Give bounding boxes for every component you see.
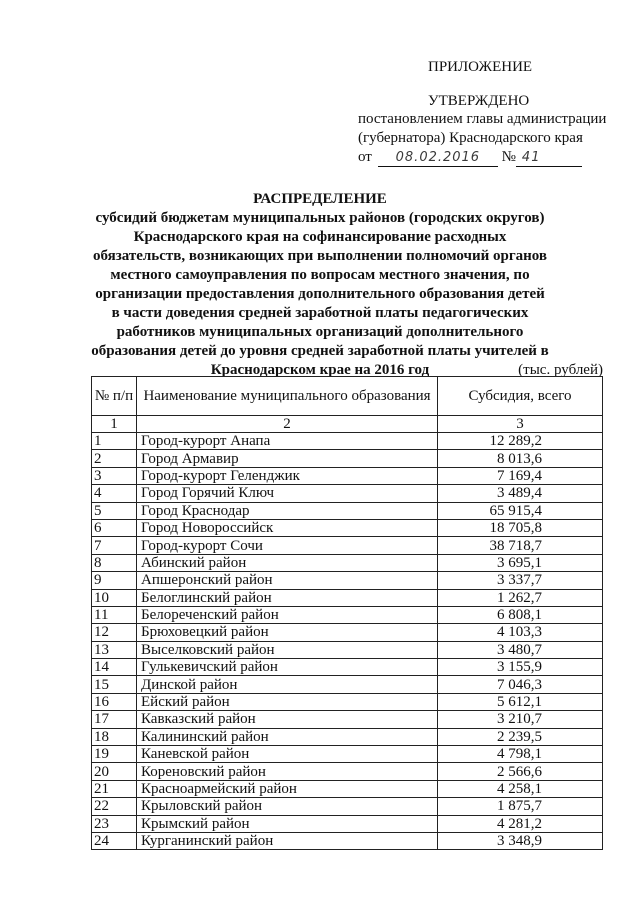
row-value: 3 480,7	[438, 641, 603, 658]
table-row	[92, 746, 603, 763]
table-row	[92, 798, 603, 815]
row-value: 65 915,4	[438, 502, 603, 519]
row-number: 15	[92, 676, 137, 693]
row-value: 2 239,5	[438, 728, 603, 745]
approval-date-line	[358, 148, 593, 167]
appendix-label: ПРИЛОЖЕНИЕ	[428, 59, 533, 75]
number-prefix: №	[501, 149, 516, 165]
row-number: 20	[92, 763, 137, 780]
header-value: Субсидия, всего	[438, 377, 603, 416]
row-value: 1 875,7	[438, 798, 603, 815]
row-number: 8	[92, 554, 137, 571]
row-number: 24	[92, 832, 137, 849]
row-value: 5 612,1	[438, 693, 603, 710]
header-name: Наименование муниципального образования	[137, 377, 438, 416]
row-name: Динской район	[137, 676, 438, 693]
row-number: 16	[92, 693, 137, 710]
row-name: Красноармейский район	[137, 780, 438, 797]
row-name: Город Армавир	[137, 450, 438, 467]
date-prefix: от	[358, 149, 372, 165]
table-row	[92, 606, 603, 623]
row-value: 3 155,9	[438, 659, 603, 676]
table-row	[92, 589, 603, 606]
row-name: Белоглинский район	[137, 589, 438, 606]
row-number: 4	[92, 485, 137, 502]
row-number: 2	[92, 450, 137, 467]
approval-line-1: постановлением главы администрации	[358, 111, 607, 127]
table-row	[92, 572, 603, 589]
row-value: 4 281,2	[438, 815, 603, 832]
row-number: 6	[92, 519, 137, 536]
row-number: 3	[92, 467, 137, 484]
row-name: Калининский район	[137, 728, 438, 745]
handwritten-date: 08.02.2016	[378, 150, 498, 167]
document-title	[90, 190, 550, 380]
table-header-row	[92, 377, 603, 416]
row-value: 4 258,1	[438, 780, 603, 797]
row-number: 1	[92, 433, 137, 450]
table-index-row	[92, 416, 603, 433]
row-name: Апшеронский район	[137, 572, 438, 589]
row-number: 11	[92, 606, 137, 623]
row-name: Город-курорт Анапа	[137, 433, 438, 450]
units-label: (тыс. рублей)	[518, 362, 603, 378]
row-number: 23	[92, 815, 137, 832]
table-row	[92, 624, 603, 641]
row-value: 4 103,3	[438, 624, 603, 641]
row-value: 4 798,1	[438, 746, 603, 763]
row-name: Кавказский район	[137, 711, 438, 728]
row-name: Абинский район	[137, 554, 438, 571]
table-row	[92, 815, 603, 832]
row-number: 17	[92, 711, 137, 728]
table-row	[92, 711, 603, 728]
row-value: 3 210,7	[438, 711, 603, 728]
index-cell: 3	[438, 416, 603, 433]
approval-line-2: (губернатора) Краснодарского края	[358, 130, 583, 146]
row-number: 5	[92, 502, 137, 519]
row-number: 13	[92, 641, 137, 658]
row-name: Ейский район	[137, 693, 438, 710]
title-body: субсидий бюджетам муниципальных районов (городских округов) Краснодарского края на софинансирование расходных обязательств, возникающих при выполнении полномочий органов местного самоуправления по вопросам местного значения, по организации предоставления дополнительного образования детей в части доведения средней заработной платы педагогических работников муниципальных организаций дополнительного образования детей до уровня средней заработной платы учителей в Краснодарском крае на 2016 год	[91, 210, 549, 378]
row-name: Каневской район	[137, 746, 438, 763]
table-row	[92, 537, 603, 554]
row-name: Город Краснодар	[137, 502, 438, 519]
row-name: Выселковский район	[137, 641, 438, 658]
row-name: Город Новороссийск	[137, 519, 438, 536]
table-row	[92, 502, 603, 519]
table-row	[92, 832, 603, 849]
approved-label: УТВЕРЖДЕНО	[428, 93, 530, 109]
table-row	[92, 676, 603, 693]
row-number: 7	[92, 537, 137, 554]
row-value: 8 013,6	[438, 450, 603, 467]
table-row	[92, 641, 603, 658]
row-name: Гулькевичский район	[137, 659, 438, 676]
row-value: 3 337,7	[438, 572, 603, 589]
row-name: Крымский район	[137, 815, 438, 832]
table-row	[92, 519, 603, 536]
table-row	[92, 693, 603, 710]
table-row	[92, 554, 603, 571]
row-number: 10	[92, 589, 137, 606]
title-heading: РАСПРЕДЕЛЕНИЕ	[253, 191, 387, 207]
row-number: 22	[92, 798, 137, 815]
table-row	[92, 763, 603, 780]
row-value: 7 046,3	[438, 676, 603, 693]
row-value: 3 695,1	[438, 554, 603, 571]
row-value: 3 489,4	[438, 485, 603, 502]
row-number: 19	[92, 746, 137, 763]
row-value: 6 808,1	[438, 606, 603, 623]
table-row	[92, 467, 603, 484]
index-cell: 1	[92, 416, 137, 433]
row-number: 12	[92, 624, 137, 641]
row-number: 14	[92, 659, 137, 676]
row-value: 2 566,6	[438, 763, 603, 780]
index-cell: 2	[137, 416, 438, 433]
row-name: Брюховецкий район	[137, 624, 438, 641]
row-name: Город Горячий Ключ	[137, 485, 438, 502]
table-row	[92, 433, 603, 450]
row-name: Белореченский район	[137, 606, 438, 623]
row-value: 18 705,8	[438, 519, 603, 536]
header-num: № п/п	[92, 377, 137, 416]
row-name: Город-курорт Геленджик	[137, 467, 438, 484]
row-number: 9	[92, 572, 137, 589]
row-name: Крыловский район	[137, 798, 438, 815]
row-value: 38 718,7	[438, 537, 603, 554]
row-name: Курганинский район	[137, 832, 438, 849]
table-row	[92, 780, 603, 797]
row-name: Город-курорт Сочи	[137, 537, 438, 554]
row-name: Кореновский район	[137, 763, 438, 780]
table-row	[92, 728, 603, 745]
row-number: 18	[92, 728, 137, 745]
table-row	[92, 450, 603, 467]
row-number: 21	[92, 780, 137, 797]
table-row	[92, 485, 603, 502]
handwritten-number: 41	[516, 150, 582, 167]
row-value: 12 289,2	[438, 433, 603, 450]
row-value: 7 169,4	[438, 467, 603, 484]
subsidy-table	[91, 376, 603, 850]
row-value: 1 262,7	[438, 589, 603, 606]
table-row	[92, 659, 603, 676]
row-value: 3 348,9	[438, 832, 603, 849]
